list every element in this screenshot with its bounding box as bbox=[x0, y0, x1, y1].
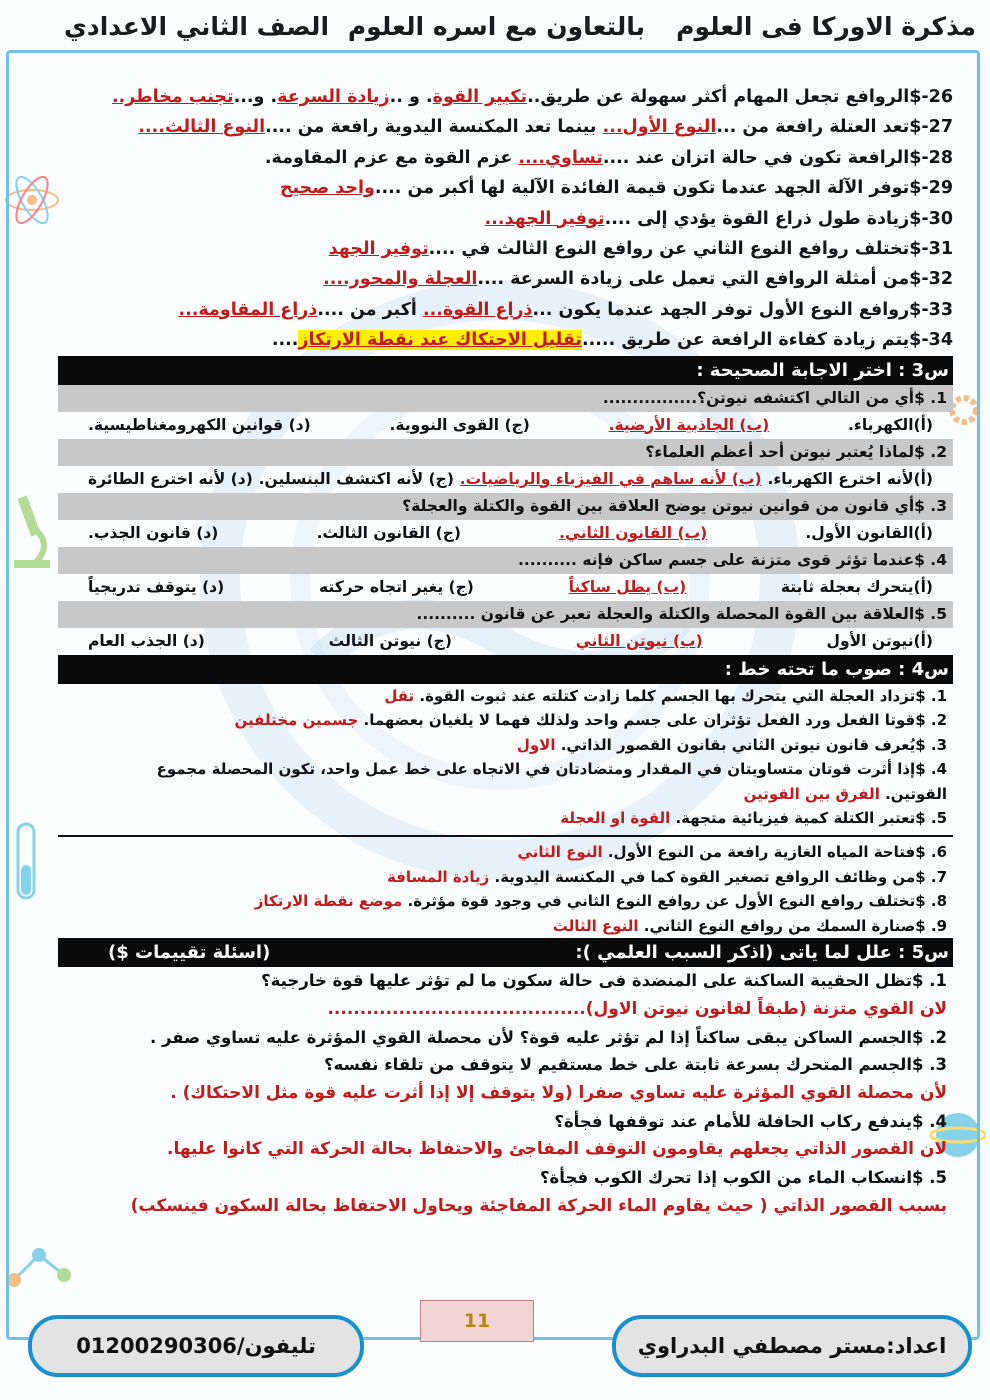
reasons-section bbox=[58, 967, 953, 1221]
item-text: -$من أمثلة الروافع التي تعمل على زيادة السرعة .... bbox=[477, 269, 929, 290]
answer-text: تجنب مخاطر.. bbox=[111, 87, 234, 107]
correction-item bbox=[58, 806, 953, 831]
item-number: 27 bbox=[928, 117, 953, 138]
correction-statement: 2. $قوتا الفعل ورد الفعل تؤثران على جسم واحد ولذلك فهما لا يلغيان بعضهما. bbox=[363, 711, 947, 730]
mcq-option: (د) قوانين الكهرومغناطيسية. bbox=[88, 415, 311, 434]
mcq-options bbox=[58, 466, 953, 493]
correction-statement: 5. $تعتبر الكتلة كمية فيزيائية متجهة. bbox=[675, 809, 947, 828]
fill-blank-item bbox=[58, 143, 953, 173]
phone-badge bbox=[28, 1315, 364, 1377]
answer-text: النوع الثالث.... bbox=[138, 117, 266, 138]
mcq-question: 1. $أي من التالي اكتشفه نيوتن؟................ bbox=[58, 385, 953, 412]
answer-text: تكبير القوة bbox=[432, 87, 528, 107]
correction-item bbox=[58, 840, 953, 865]
reason-question: 1. $تظل الحقيبة الساكنة على المنضدة فى حالة سكون ما لم تؤثر عليها قوة خارجية؟ bbox=[261, 971, 947, 991]
item-text: . و .. bbox=[389, 87, 433, 107]
author-badge bbox=[612, 1315, 972, 1377]
mcq-option: (ج) القانون الثالث. bbox=[316, 523, 461, 542]
section-tag: (اسئلة تقييمات $) bbox=[108, 942, 271, 964]
header-subtitle: بالتعاون مع اسره العلوم bbox=[347, 12, 645, 41]
mcq-option: (أ)القانون الأول. bbox=[805, 523, 933, 542]
mcq-options bbox=[58, 628, 953, 655]
item-text: -$توفر الآلة الجهد عندما تكون قيمة الفائدة الآلية لها أكبر من .... bbox=[374, 178, 929, 199]
mcq-options bbox=[58, 520, 953, 547]
header-grade: الصف الثاني الاعدادي bbox=[64, 12, 330, 41]
correction-item bbox=[58, 865, 953, 890]
correction-item bbox=[58, 782, 953, 807]
correction-answer: النوع الثالث bbox=[552, 916, 644, 935]
page-header bbox=[0, 0, 990, 54]
mcq-correct-option: (ب) القانون الثاني. bbox=[559, 523, 708, 542]
item-text: -$زيادة طول ذراع القوة يؤدي إلى .... bbox=[604, 208, 929, 229]
answer-text: واحد صحيح bbox=[279, 178, 375, 199]
mcq-question: 4. $عندما تؤثر قوى متزنة على جسم ساكن فإنه .......... bbox=[58, 547, 953, 574]
item-text: -$الرافعة تكون في حالة اتزان عند .... bbox=[602, 147, 929, 168]
correction-statement: 9. $صنارة السمك من روافع النوع الثاني. bbox=[643, 916, 947, 935]
answer-text: تساوي.... bbox=[518, 147, 603, 168]
mcq-question: 3. $أي قانون من قوانين نيوتن يوضح العلاقة بين القوة والكتلة والعجلة؟ bbox=[58, 493, 953, 520]
mcq-option: (ج) لأنه اكتشف البنسلين. bbox=[258, 469, 454, 488]
header-title: مذكرة الاوركا فى العلوم bbox=[676, 12, 976, 41]
correction-answer: النوع الثاني bbox=[517, 843, 608, 862]
correction-item bbox=[58, 684, 953, 709]
mcq-options bbox=[58, 574, 953, 601]
item-number: 26 bbox=[928, 87, 953, 107]
item-number: 32 bbox=[928, 269, 953, 290]
correction-answer: القوة او العجلة bbox=[560, 809, 676, 828]
mcq-option: (د) يتوقف تدريجياً bbox=[88, 577, 225, 596]
reason-question: 5. $انسكاب الماء من الكوب إذا تحرك الكوب فجأة؟ bbox=[539, 1168, 947, 1188]
item-text: أكبر من .... bbox=[317, 299, 423, 320]
author-name: اعداد:مستر مصطفي البدراوي bbox=[637, 1334, 947, 1358]
correct-underlined-section bbox=[58, 684, 953, 939]
mcq-option: (أ)لأنه اخترع الكهرباء. bbox=[767, 469, 933, 488]
correction-statement: 7. $من وظائف الروافع تصغير القوة كما في المكنسة اليدوية. bbox=[494, 867, 947, 886]
reason-answer: بسبب القصور الذاتي ( حيث يقاوم الماء الحركة المفاجئة ويحاول الاحتفاظ بحالة السكون فينسكب) bbox=[130, 1195, 947, 1216]
correction-answer: جسمين مختلفين bbox=[234, 711, 364, 730]
mcq-option: (د) قانون الجذب. bbox=[88, 523, 219, 542]
reason-question: 3. $الجسم المتحرك بسرعة ثابتة على خط مستقيم لا يتوقف من تلقاء نفسه؟ bbox=[324, 1055, 947, 1075]
answer-text: العجلة والمحور.... bbox=[323, 269, 478, 290]
mcq-option: (ج) نيوتن الثالث bbox=[328, 631, 452, 650]
item-text: -$تعد العتلة رافعة من ... bbox=[716, 117, 929, 138]
correction-statement: 8. $تختلف روافع النوع الأول عن روافع النوع الثاني في وجود قوة مؤثرة. bbox=[407, 892, 947, 911]
fill-blank-item bbox=[58, 325, 953, 355]
item-text: -$روافع النوع الأول توفر الجهد عندما يكون ... bbox=[532, 299, 929, 320]
item-text: -$تختلف روافع النوع الثاني عن روافع النوع الثالث في .... bbox=[428, 238, 929, 259]
correction-answer: تقل bbox=[384, 686, 420, 705]
fill-blank-item bbox=[58, 204, 953, 234]
reason-question: 4. $يندفع ركاب الحافلة للأمام عند توقفها فجأة؟ bbox=[554, 1111, 947, 1131]
item-number: 31 bbox=[928, 238, 953, 259]
item-text: .... bbox=[271, 330, 299, 351]
mcq-correct-option: (ب) نيوتن الثاني bbox=[575, 631, 703, 650]
mcq-option: (أ)يتحرك بعجلة ثابتة bbox=[780, 577, 933, 596]
correction-answer: الفرق بين القوتين bbox=[743, 784, 886, 803]
section-header-correct: س4 : صوب ما تحته خط : bbox=[58, 655, 953, 684]
answer-text: ذراع القوة... bbox=[422, 299, 533, 320]
correction-answer: زيادة المسافة bbox=[386, 867, 495, 886]
fill-blank-item bbox=[58, 264, 953, 294]
correction-statement: القوتين. bbox=[885, 784, 947, 803]
correction-item bbox=[58, 757, 953, 782]
mcq-correct-option: (ب) يظل ساكناً bbox=[568, 577, 687, 596]
correction-statement: 6. $فتاحة المياه الغازية رافعة من النوع الأول. bbox=[607, 843, 947, 862]
mcq-option: (د) الجذب العام bbox=[88, 631, 205, 650]
mcq-correct-option: (ب) الجاذبية الأرضية. bbox=[608, 415, 770, 434]
fill-blank-item bbox=[58, 82, 953, 112]
mcq-option: (د) لأنه اخترع الطائرة bbox=[88, 469, 253, 488]
item-number: 30 bbox=[928, 208, 953, 229]
reason-question: 2. $الجسم الساكن يبقى ساكناً إذا لم تؤثر عليه قوة؟ لأن محصلة القوي المؤثرة عليه تساوي صفر . bbox=[150, 1027, 947, 1047]
answer-text: ذراع المقاومة... bbox=[178, 299, 318, 320]
item-number: 34 bbox=[928, 330, 953, 351]
mcq-correct-option: (ب) لأنه ساهم في الفيزياء والرياضيات. bbox=[459, 469, 762, 488]
answer-text: النوع الأول... bbox=[602, 117, 717, 138]
item-text: -$يتم زيادة كفاءة الرافعة عن طريق ..... bbox=[581, 330, 929, 351]
section-divider bbox=[58, 835, 953, 837]
page-number: 11 bbox=[420, 1300, 534, 1342]
highlighted-answer: تقليل الاحتكاك عند نقطة الارتكاز bbox=[298, 330, 582, 351]
mcq-section bbox=[58, 385, 953, 655]
fill-blank-item bbox=[58, 234, 953, 264]
section-header-reasons bbox=[58, 938, 953, 967]
item-text: . و... bbox=[233, 87, 278, 107]
item-number: 29 bbox=[928, 178, 953, 199]
page-footer bbox=[0, 1290, 990, 1400]
correction-item bbox=[58, 733, 953, 758]
fill-blank-item bbox=[58, 112, 953, 142]
item-text: بينما تعد المكنسة اليدوية رافعة من .... bbox=[265, 117, 603, 138]
answer-text: زيادة السرعة bbox=[277, 87, 390, 107]
mcq-option: (أ)الكهرباء. bbox=[848, 415, 933, 434]
item-text: عزم القوة مع عزم المقاومة. bbox=[264, 147, 519, 168]
correction-answer: موضع نقطة الارتكاز bbox=[254, 892, 408, 911]
correction-item bbox=[58, 914, 953, 939]
correction-statement: 3. $يُعرف قانون نيوتن الثاني بقانون القصور الذاتي. bbox=[560, 735, 947, 754]
mcq-option: (ج) يغير اتجاه حركته bbox=[318, 577, 474, 596]
item-text: -$الروافع تجعل المهام أكثر سهولة عن طريق.. bbox=[527, 87, 929, 107]
answer-text: توفير الجهد... bbox=[484, 208, 605, 229]
phone-number: تليفون/01200290306 bbox=[76, 1334, 316, 1358]
fill-blank-section bbox=[58, 82, 953, 356]
mcq-option: (أ)نيوتن الأول bbox=[826, 631, 933, 650]
page-content bbox=[58, 82, 953, 1221]
correction-statement: 1. $تزداد العجلة التي يتحرك بها الجسم كلما زادت كتلته عند ثبوت القوة. bbox=[419, 686, 947, 705]
correction-statement: 4. $إذا أثرت قوتان متساويتان في المقدار ومتضادتان في الاتجاه على خط عمل واحد، تكون المحصلة مجموع bbox=[156, 760, 947, 779]
mcq-question: 5. $العلاقة بين القوة المحصلة والكتلة والعجلة تعبر عن قانون .......... bbox=[58, 601, 953, 628]
mcq-option: (ج) القوى النووية. bbox=[389, 415, 530, 434]
reason-answer: لان القوي متزنة (طبقاً لقانون نيوتن الاول)........................................ bbox=[327, 998, 947, 1019]
section-header-mcq: س3 : اختر الاجابة الصحيحة : bbox=[58, 356, 953, 385]
mcq-question: 2. $لماذا يُعتبر نيوتن أحد أعظم العلماء؟ bbox=[58, 439, 953, 466]
fill-blank-item bbox=[58, 173, 953, 203]
correction-answer: الاول bbox=[516, 735, 561, 754]
fill-blank-item bbox=[58, 295, 953, 325]
item-number: 33 bbox=[928, 299, 953, 320]
correction-item bbox=[58, 889, 953, 914]
correction-item bbox=[58, 708, 953, 733]
item-number: 28 bbox=[928, 147, 953, 168]
reason-answer: لأن محصلة القوي المؤثرة عليه تساوي صفرا (ولا يتوقف إلا إذا أثرت عليه قوة مثل الاحتكاك) . bbox=[170, 1082, 947, 1103]
section-title: س5 : علل لما ياتى (اذكر السبب العلمي ): bbox=[575, 942, 949, 964]
reason-answer: لان القصور الذاتي يجعلهم يقاومون التوقف المفاجئ والاحتفاظ بحالة الحركة التي كانوا عليها. bbox=[166, 1139, 947, 1160]
answer-text: توفير الجهد bbox=[328, 238, 429, 259]
mcq-options bbox=[58, 412, 953, 439]
